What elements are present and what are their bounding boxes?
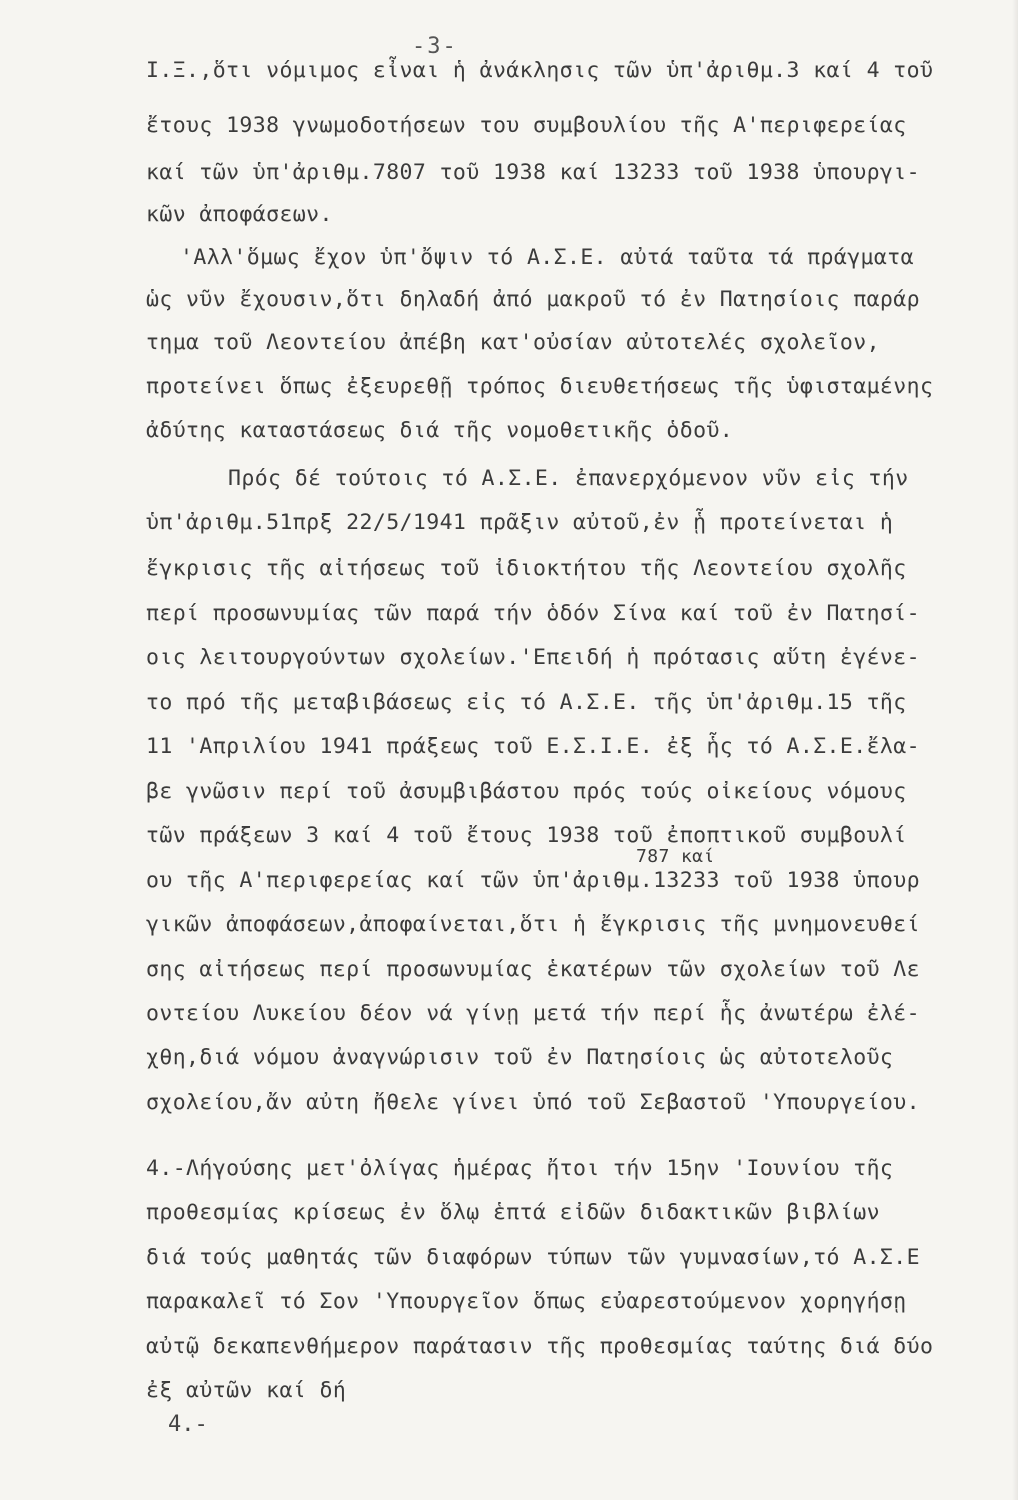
- text-line-27: διά τούς μαθητάς τῶν διαφόρων τύπων τῶν γυμνασίων,τό Α.Σ.Ε: [146, 1245, 920, 1270]
- text-line-2: ἔτους 1938 γνωμοδοτήσεων του συμβουλίου τῆς Α'περιφερείας: [146, 113, 907, 138]
- text-line-10: Πρός δέ τούτοις τό Α.Σ.Ε. ἐπανερχόμενον νῦν εἰς τήν: [228, 466, 909, 491]
- text-line-20: γικῶν ἀποφάσεων,ἀποφαίνεται,ὅτι ἡ ἔγκρισις τῆς μνημονευθεί: [146, 912, 920, 937]
- text-line-8: προτείνει ὅπως ἐξευρεθῇ τρόπος διευθετήσεως τῆς ὑφισταμένης: [146, 374, 934, 399]
- text-line-19: ου τῆς Α'περιφερείας καί τῶν ὑπ'ἀριθμ.13233 τοῦ 1938 ὑπουρ: [146, 868, 920, 893]
- text-line-6: ὡς νῦν ἔχουσιν,ὅτι δηλαδή ἀπό μακροῦ τό ἐν Πατησίοις παράρ: [146, 287, 920, 312]
- bottom-mark: 4.-: [168, 1412, 208, 1437]
- text-line-21: σης αἰτήσεως περί προσωνυμίας ἑκατέρων τῶν σχολείων τοῦ Λε: [146, 957, 920, 982]
- text-line-30: ἐξ αὐτῶν καί δή: [146, 1378, 347, 1403]
- text-line-13: περί προσωνυμίας τῶν παρά τήν ὁδόν Σίνα καί τοῦ ἐν Πατησί-: [146, 601, 920, 626]
- text-line-15: το πρό τῆς μεταβιβάσεως εἰς τό Α.Σ.Ε. τῆς ὑπ'ἀριθμ.15 τῆς: [146, 690, 907, 715]
- text-line-12: ἔγκρισις τῆς αἰτήσεως τοῦ ἰδιοκτήτου τῆς Λεοντείου σχολῆς: [146, 556, 907, 581]
- page-edge-shadow: [1012, 0, 1018, 1500]
- text-line-14: οις λειτουργούντων σχολείων.'Επειδή ἡ πρότασις αὕτη ἐγένε-: [146, 645, 920, 670]
- text-line-18: τῶν πράξεων 3 καί 4 τοῦ ἔτους 1938 τοῦ ἐποπτικοῦ συμβουλί: [146, 823, 907, 848]
- page-number: -3-: [412, 34, 458, 59]
- interlinear-insert: 787 καί: [636, 846, 715, 867]
- text-line-11: ὑπ'ἀριθμ.51πρξ 22/5/1941 πρᾶξιν αὐτοῦ,ἐν ᾗ προτείνεται ἡ: [146, 510, 894, 535]
- text-line-17: βε γνῶσιν περί τοῦ ἀσυμβιβάστου πρός τούς οἰκείους νόμους: [146, 779, 907, 804]
- text-line-1: Ι.Ξ.,ὅτι νόμιμος εἶναι ἡ ἀνάκλησις τῶν ὑπ'ἀριθμ.3 καί 4 τοῦ: [146, 58, 934, 83]
- text-line-5: 'Αλλ'ὅμως ἔχον ὑπ'ὄψιν τό Α.Σ.Ε. αὐτά ταῦτα τά πράγματα: [180, 245, 914, 270]
- text-line-23: χθη,διά νόμου ἀναγνώρισιν τοῦ ἐν Πατησίοις ὡς αὐτοτελοῦς: [146, 1045, 894, 1070]
- text-line-3: καί τῶν ὑπ'ἀριθμ.7807 τοῦ 1938 καί 13233 τοῦ 1938 ὑπουργι-: [146, 160, 920, 185]
- text-line-22: οντείου Λυκείου δέον νά γίνῃ μετά τήν περί ἧς ἀνωτέρω ἐλέ-: [146, 1001, 920, 1026]
- text-line-25: 4.-Λήγούσης μετ'ὀλίγας ἡμέρας ἤτοι τήν 15ην 'Ιουνίου τῆς: [146, 1156, 894, 1181]
- text-line-24: σχολείου,ἄν αὐτη ἤθελε γίνει ὑπό τοῦ Σεβαστοῦ 'Υπουργείου.: [146, 1090, 920, 1115]
- text-line-7: τημα τοῦ Λεοντείου ἀπέβη κατ'οὐσίαν αὐτοτελές σχολεῖον,: [146, 330, 880, 355]
- text-line-26: προθεσμίας κρίσεως ἐν ὅλῳ ἑπτά εἰδῶν διδακτικῶν βιβλίων: [146, 1200, 880, 1225]
- text-line-29: αὐτῷ δεκαπενθήμερον παράτασιν τῆς προθεσμίας ταύτης διά δύο: [146, 1334, 934, 1359]
- text-line-9: ἀδύτης καταστάσεως διά τῆς νομοθετικῆς ὁδοῦ.: [146, 418, 734, 443]
- text-line-28: παρακαλεῖ τό Σον 'Υπουργεῖον ὅπως εὐαρεστούμενον χορηγήσῃ: [146, 1289, 907, 1314]
- text-line-16: 11 'Απριλίου 1941 πράξεως τοῦ Ε.Σ.Ι.Ε. ἐξ ἧς τό Α.Σ.Ε.ἔλα-: [146, 734, 920, 759]
- text-line-4: κῶν ἀποφάσεων.: [146, 202, 333, 227]
